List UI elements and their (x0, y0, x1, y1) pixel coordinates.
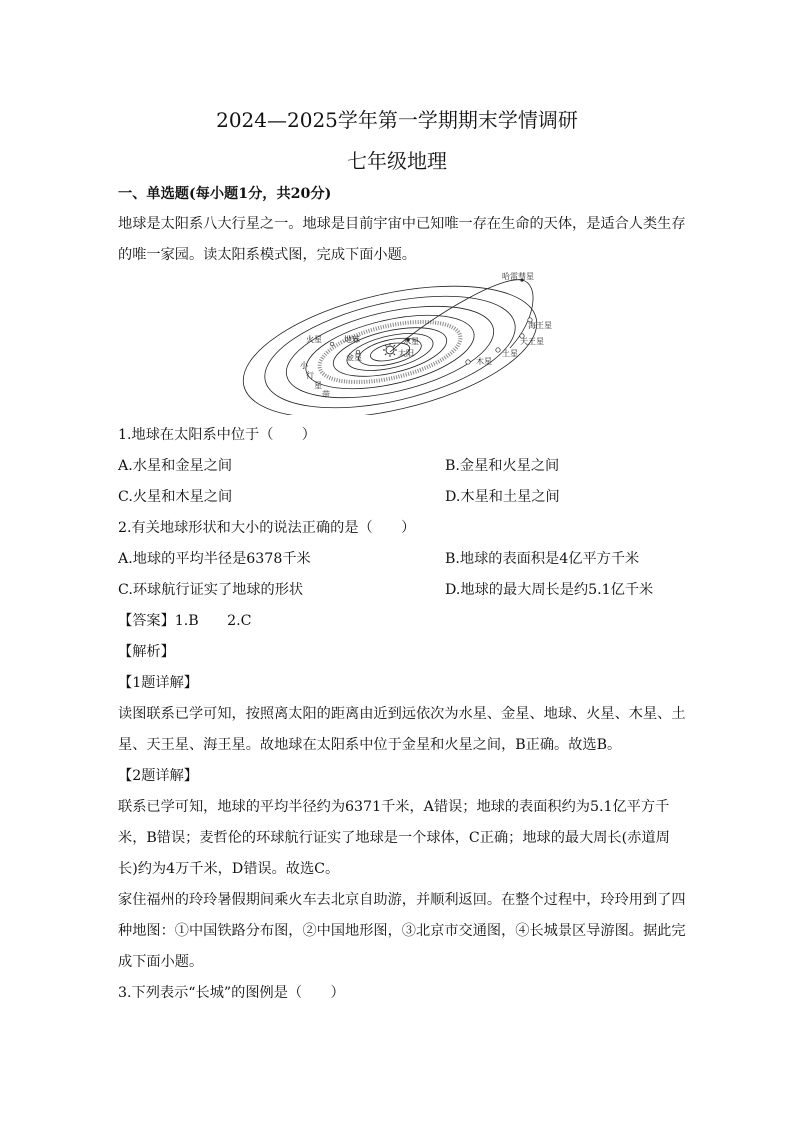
detail2-line1: 联系已学可知，地球的平均半径约为6371千米，A错误；地球的表面积约为5.1亿平方千 (118, 799, 670, 815)
q1-stem: 1.地球在太阳系中位于（ ） (118, 427, 316, 443)
label-asteroid-4: 带 (322, 390, 330, 399)
page-subtitle: 七年级地理 (347, 149, 447, 173)
q1-option-d: D.木星和土星之间 (445, 489, 560, 505)
analysis-label: 【解析】 (118, 644, 175, 660)
label-neptune: 海王星 (528, 321, 552, 330)
page-title: 2024—2025学年第一学期期末学情调研 (216, 108, 578, 132)
saturn-dot (496, 348, 500, 352)
intro2-line1: 家住福州的玲玲暑假期间乘火车去北京自助游，并顺利返回。在整个过程中，玲玲用到了四 (118, 892, 686, 908)
detail1-label: 【1题详解】 (118, 675, 198, 691)
q1-option-c: C.火星和木星之间 (118, 489, 233, 505)
q1-option-a: A.水星和金星之间 (118, 458, 233, 474)
mars-dot (330, 342, 334, 346)
label-earth: 地球 (344, 335, 360, 344)
orbit-uranus (254, 275, 525, 415)
q2-stem: 2.有关地球形状和大小的说法正确的是（ ） (118, 520, 416, 536)
sun-icon (383, 343, 397, 357)
intro1-line2: 的唯一家园。读太阳系模式图，完成下面小题。 (118, 247, 416, 263)
q2-option-c: C.环球航行证实了地球的形状 (118, 582, 304, 598)
detail1-line1: 读图联系已学可知，按照离太阳的距离由近到远依次为水星、金星、地球、火星、木星、土 (118, 706, 686, 722)
answer-line (118, 611, 252, 631)
intro2-line2: 种地图：①中国铁路分布图，②中国地形图，③北京市交通图，④长城景区导游图。据此完 (118, 923, 686, 939)
intro1-line1: 地球是太阳系八大行星之一。地球是目前宇宙中已知唯一存在生命的天体，是适合人类生存 (118, 216, 686, 232)
q2-option-d: D.地球的最大周长是约5.1亿千米 (445, 582, 654, 598)
orbit-neptune (240, 270, 549, 415)
label-jupiter: 木星 (476, 357, 492, 366)
label-saturn: 土星 (502, 349, 518, 358)
label-asteroid-1: 小 (300, 361, 308, 370)
detail2-label: 【2题详解】 (118, 768, 198, 784)
section-heading: 一、单选题(每小题1分，共20分) (118, 186, 332, 202)
detail2-line2: 米，B错误；麦哲伦的环球航行证实了地球是一个球体，C正确；地球的最大周长(赤道周 (118, 830, 670, 846)
q2-option-a: A.地球的平均半径是6378千米 (118, 551, 311, 567)
label-mercury: 水星 (403, 337, 419, 346)
solar-system-diagram (240, 270, 570, 415)
answer-text: 1.B 2.C (174, 613, 252, 629)
label-venus: 金星 (346, 353, 362, 362)
answer-label: 【答案】 (118, 613, 175, 629)
label-halley: 哈雷彗星 (502, 272, 534, 281)
detail1-line2: 星、天王星、海王星。故地球在太阳系中位于金星和火星之间，B正确。故选B。 (118, 737, 622, 753)
q2-option-b: B.地球的表面积是4亿平方千米 (445, 551, 640, 567)
label-sun: 太阳 (398, 349, 414, 358)
intro2-line3: 成下面小题。 (118, 954, 204, 970)
detail2-line3: 长)约为4万千米，D错误。故选C。 (118, 861, 340, 877)
label-asteroid-3: 星 (314, 381, 322, 390)
q1-option-b: B.金星和火星之间 (445, 458, 560, 474)
jupiter-dot (466, 360, 470, 364)
q3-stem: 3.下列表示“长城”的图例是（ ） (118, 985, 345, 1001)
label-uranus: 天王星 (520, 337, 544, 346)
label-asteroid-2: 行 (306, 371, 314, 380)
label-mars: 火星 (306, 335, 322, 344)
